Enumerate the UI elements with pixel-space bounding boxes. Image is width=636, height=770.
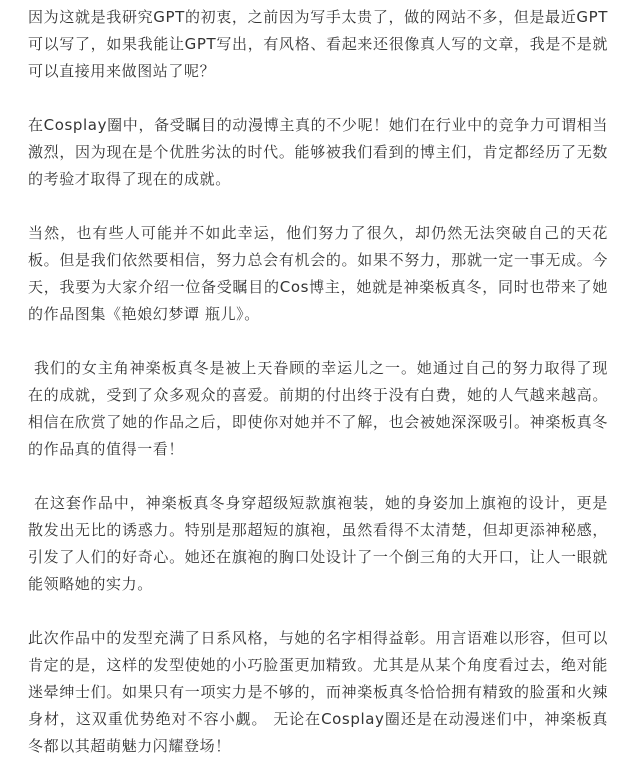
paragraph-costume: 在这套作品中，神楽板真冬身穿超级短款旗袍装，她的身姿加上旗袍的设计，更是散发出无比的诱惑力。特别是那超短的旗袍，虽然看得不太清楚，但却更添神秘感，引发了人们的好奇心。她还在旗袍的胸口处设计了一个倒三角的大开口，让人一眼就能领略她的实力。 xyxy=(28,494,608,593)
paragraph-hairstyle: 此次作品中的发型充满了日系风格，与她的名字相得益彰。用言语难以形容，但可以肯定的是，这样的发型使她的小巧脸蛋更加精致。尤其是从某个角度看过去，绝对能迷晕绅士们。如果只有一项实力是不够的，而神楽板真冬恰恰拥有精致的脸蛋和火辣身材，这双重优势绝对不容小觑。 无论在Cosplay圈还是在动漫迷们中，神楽板真冬都以其超萌魅力闪耀登场！ xyxy=(28,629,608,755)
paragraph-intro: 因为这就是我研究GPT的初衷，之前因为写手太贵了，做的网站不多，但是最近GPT可以写了，如果我能让GPT写出，有风格、看起来还很像真人写的文章，我是不是就可以直接用来做图站了呢？ xyxy=(28,8,608,80)
paragraph-heroine: 我们的女主角神楽板真冬是被上天眷顾的幸运儿之一。她通过自己的努力取得了现在的成就，受到了众多观众的喜爱。前期的付出终于没有白费，她的人气越来越高。相信在欣赏了她的作品之后，即使你对她并不了解，也会被她深深吸引。神楽板真冬的作品真的值得一看！ xyxy=(28,359,608,458)
paragraph-cosplay-circle: 在Cosplay圈中，备受瞩目的动漫博主真的不少呢！她们在行业中的竞争力可谓相当激烈，因为现在是个优胜劣汰的时代。能够被我们看到的博主们，肯定都经历了无数的考验才取得了现在的成就。 xyxy=(28,116,608,188)
paragraph-introduce-blogger: 当然，也有些人可能并不如此幸运，他们努力了很久，却仍然无法突破自己的天花板。但是我们依然要相信，努力总会有机会的。如果不努力，那就一定一事无成。今天，我要为大家介绍一位备受瞩目的Cos博主，她就是神楽板真冬，同时也带来了她的作品图集《艳娘幻梦谭 瓶儿》。 xyxy=(28,224,608,323)
